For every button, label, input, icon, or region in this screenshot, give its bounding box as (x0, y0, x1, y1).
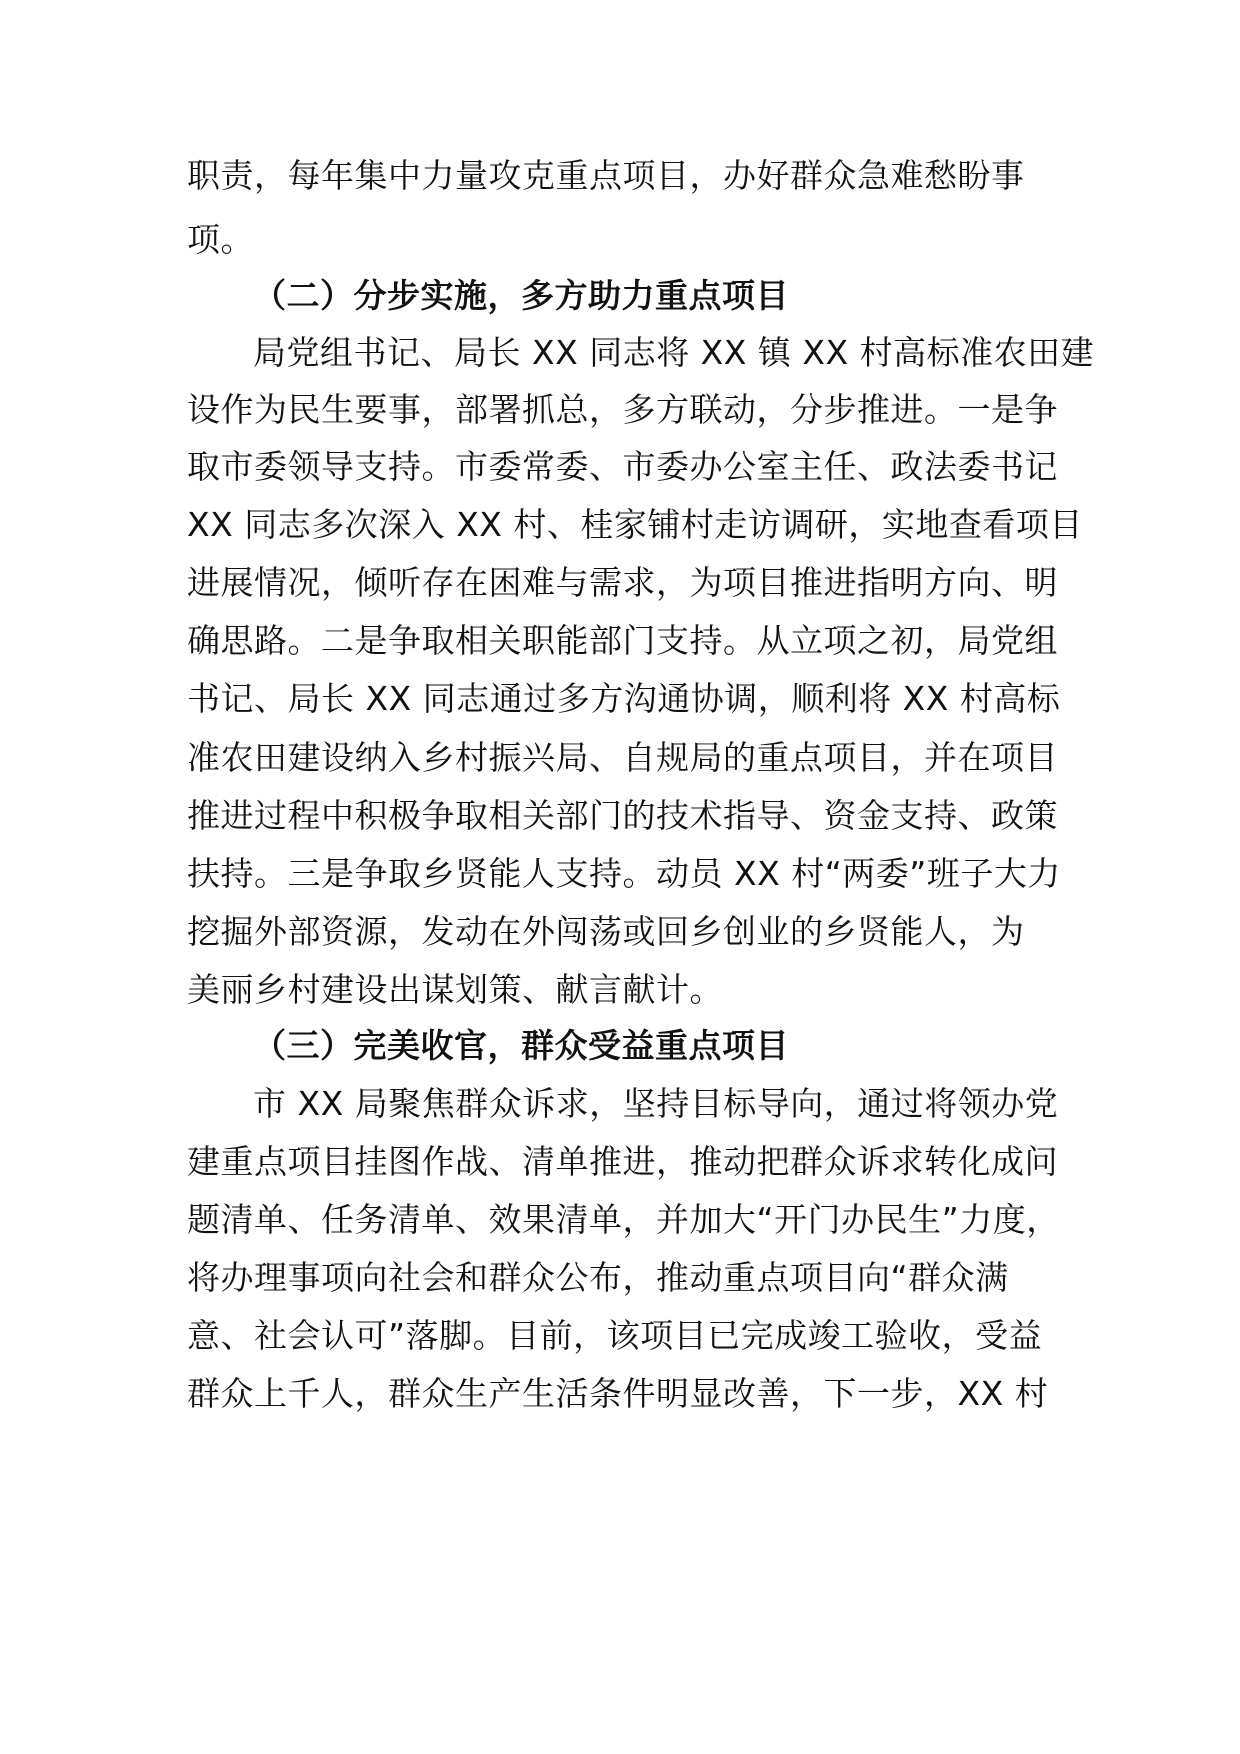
paragraph-line: 取市委领导支持。市委常委、市委办公室主任、政法委书记 (187, 447, 1058, 486)
paragraph-line: 局党组书记、局长 XX 同志将 XX 镇 XX 村高标准农田建 (253, 333, 1095, 372)
section-heading-2: （二）分步实施，多方助力重点项目 (253, 276, 789, 315)
paragraph-line: 美丽乡村建设出谋划策、献言献计。 (187, 970, 723, 1009)
paragraph-line: XX 同志多次深入 XX 村、桂家铺村走访调研，实地查看项目 (187, 505, 1083, 544)
paragraph-line: 题清单、任务清单、效果清单，并加大“开门办民生”力度， (187, 1200, 1060, 1239)
paragraph-line: 确思路。二是争取相关职能部门支持。从立项之初，局党组 (187, 621, 1058, 660)
paragraph-line: 市 XX 局聚焦群众诉求，坚持目标导向，通过将领办党 (253, 1084, 1059, 1123)
paragraph-line: 项。 (187, 220, 254, 259)
paragraph-line: 职责，每年集中力量攻克重点项目，办好群众急难愁盼事 (187, 156, 1025, 195)
paragraph-line: 进展情况，倾听存在困难与需求，为项目推进指明方向、明 (187, 563, 1058, 602)
paragraph-line: 设作为民生要事，部署抓总，多方联动，分步推进。一是争 (187, 390, 1058, 429)
section-heading-3: （三）完美收官，群众受益重点项目 (253, 1026, 789, 1065)
paragraph-line: 推进过程中积极争取相关部门的技术指导、资金支持、政策 (187, 796, 1058, 835)
paragraph-line: 扶持。三是争取乡贤能人支持。动员 XX 村“两委”班子大力 (187, 854, 1061, 893)
paragraph-line: 建重点项目挂图作战、清单推进，推动把群众诉求转化成问 (187, 1142, 1058, 1181)
paragraph-line: 挖掘外部资源，发动在外闯荡或回乡创业的乡贤能人，为 (187, 912, 1025, 951)
paragraph-line: 意、社会认可”落脚。目前，该项目已完成竣工验收，受益 (187, 1316, 1043, 1355)
paragraph-line: 将办理事项向社会和群众公布，推动重点项目向“群众满 (187, 1258, 1009, 1297)
paragraph-line: 群众上千人，群众生产生活条件明显改善，下一步，XX 村 (187, 1374, 1049, 1413)
paragraph-line: 书记、局长 XX 同志通过多方沟通协调，顺利将 XX 村高标 (187, 679, 1061, 718)
paragraph-line: 准农田建设纳入乡村振兴局、自规局的重点项目，并在项目 (187, 738, 1058, 777)
